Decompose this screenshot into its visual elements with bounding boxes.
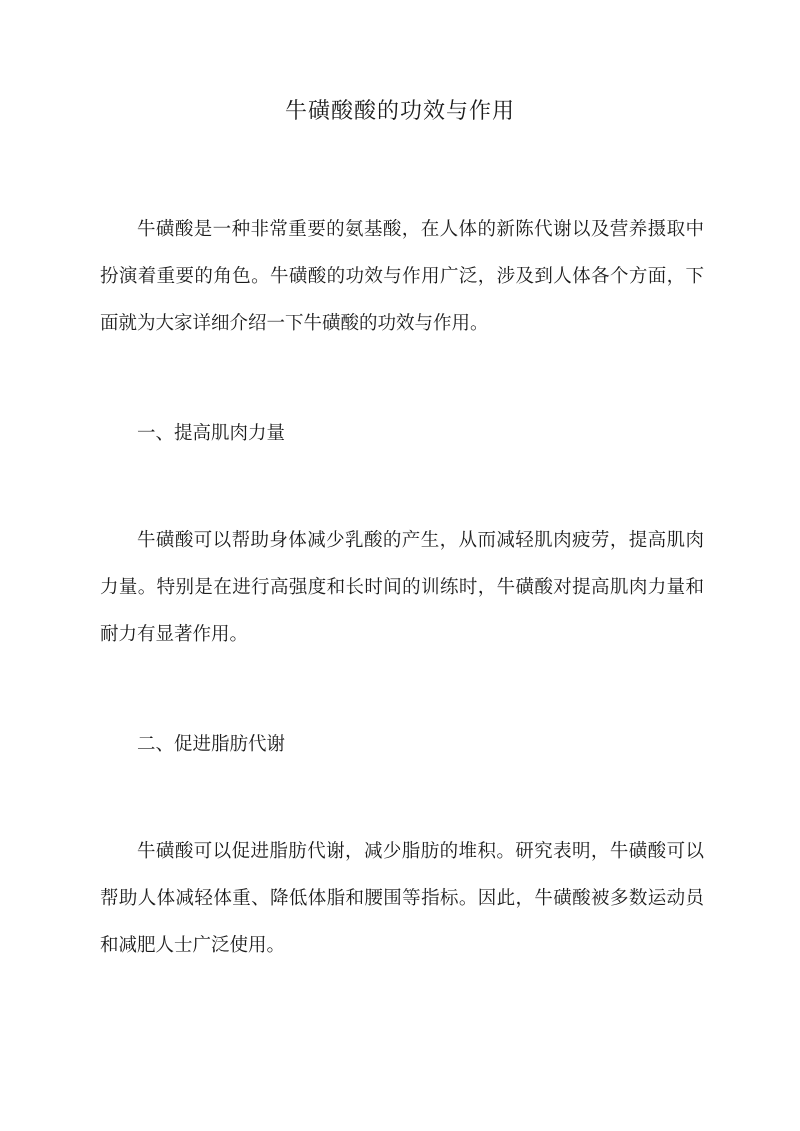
section-body-1: 牛磺酸可以帮助身体减少乳酸的产生，从而减轻肌肉疲劳，提高肌肉力量。特别是在进行高强度和长时间的训练时，牛磺酸对提高肌肉力量和耐力有显著作用。 [100,530,704,645]
section-heading-2: 二、促进脂肪代谢 [137,734,286,755]
section-heading-1: 一、提高肌肉力量 [137,423,286,444]
section-body-2: 牛磺酸可以促进脂肪代谢，减少脂肪的堆积。研究表明，牛磺酸可以帮助人体减轻体重、降低体脂和腰围等指标。因此，牛磺酸被多数运动员和减肥人士广泛使用。 [100,841,704,956]
intro-paragraph: 牛磺酸是一种非常重要的氨基酸，在人体的新陈代谢以及营养摄取中扮演着重要的角色。牛磺酸的功效与作用广泛，涉及到人体各个方面，下面就为大家详细介绍一下牛磺酸的功效与作用。 [100,219,704,334]
document-title: 牛磺酸酸的功效与作用 [284,99,515,124]
